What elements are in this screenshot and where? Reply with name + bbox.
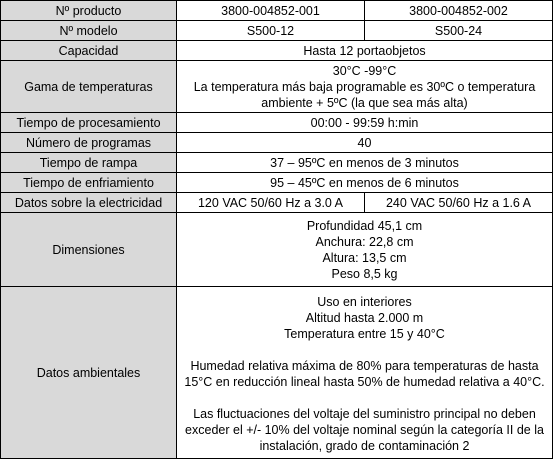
label-capacidad: Capacidad	[1, 41, 177, 61]
gama-line-1: 30°C -99°C	[332, 63, 397, 78]
label-tiempo-enfriamiento: Tiempo de enfriamiento	[1, 173, 177, 193]
label-producto: Nº producto	[1, 1, 177, 21]
row-gama	[1, 61, 553, 113]
dimensiones-profundidad: Profundidad 45,1 cm	[306, 218, 423, 233]
label-dimensiones: Dimensiones	[1, 213, 177, 287]
value-tiempo-enfriamiento: 95 – 45ºC en menos de 6 minutos	[177, 173, 553, 193]
row-ambientales	[1, 287, 553, 459]
value-electricidad-240: 240 VAC 50/60 Hz a 1.6 A	[365, 193, 553, 213]
row-capacidad	[1, 41, 553, 61]
value-modelo-12: S500-12	[177, 21, 365, 41]
dimensiones-anchura: Anchura: 22,8 cm	[315, 234, 414, 249]
label-gama: Gama de temperaturas	[1, 61, 177, 113]
value-gama	[177, 61, 553, 113]
row-modelo	[1, 21, 553, 41]
gama-line-2: La temperatura más baja programable es 30ºC o temperatura	[193, 79, 536, 94]
row-producto	[1, 1, 553, 21]
value-tiempo-procesamiento: 00:00 - 99:59 h:min	[177, 113, 553, 133]
label-electricidad: Datos sobre la electricidad	[1, 193, 177, 213]
value-producto-001: 3800-004852-001	[177, 1, 365, 21]
ambientales-uso: Uso en interiores	[317, 294, 412, 309]
ambientales-humedad: Humedad relativa máxima de 80% para temperaturas de hasta 15°C en reducción lineal hasta 50% de humedad relativa a 40°C.	[184, 358, 545, 389]
value-dimensiones	[177, 213, 553, 287]
ambientales-voltaje: Las fluctuaciones del voltaje del suministro principal no deben exceder el +/- 10% del voltaje nominal según la categoría II de la instalación, grado de contaminación 2	[185, 406, 544, 453]
row-electricidad	[1, 193, 553, 213]
value-ambientales	[177, 287, 553, 459]
row-numero-programas	[1, 133, 553, 153]
row-tiempo-rampa	[1, 153, 553, 173]
ambientales-altitud: Altitud hasta 2.000 m	[305, 310, 424, 325]
value-tiempo-rampa: 37 – 95ºC en menos de 3 minutos	[177, 153, 553, 173]
ambientales-gap-2	[180, 390, 549, 406]
label-numero-programas: Número de programas	[1, 133, 177, 153]
ambientales-temperatura: Temperatura entre 15 y 40°C	[284, 326, 445, 341]
dimensiones-altura: Altura: 13,5 cm	[322, 250, 407, 265]
label-modelo: Nº modelo	[1, 21, 177, 41]
label-ambientales: Datos ambientales	[1, 287, 177, 459]
row-dimensiones	[1, 213, 553, 287]
value-modelo-24: S500-24	[365, 21, 553, 41]
row-tiempo-enfriamiento	[1, 173, 553, 193]
label-tiempo-procesamiento: Tiempo de procesamiento	[1, 113, 177, 133]
value-electricidad-120: 120 VAC 50/60 Hz a 3.0 A	[177, 193, 365, 213]
ambientales-gap-1	[180, 342, 549, 358]
value-numero-programas: 40	[177, 133, 553, 153]
value-capacidad: Hasta 12 portaobjetos	[177, 41, 553, 61]
label-tiempo-rampa: Tiempo de rampa	[1, 153, 177, 173]
row-tiempo-procesamiento	[1, 113, 553, 133]
value-producto-002: 3800-004852-002	[365, 1, 553, 21]
dimensiones-peso: Peso 8,5 kg	[331, 266, 398, 281]
gama-line-3: ambiente + 5ºC (la que sea más alta)	[261, 95, 468, 110]
